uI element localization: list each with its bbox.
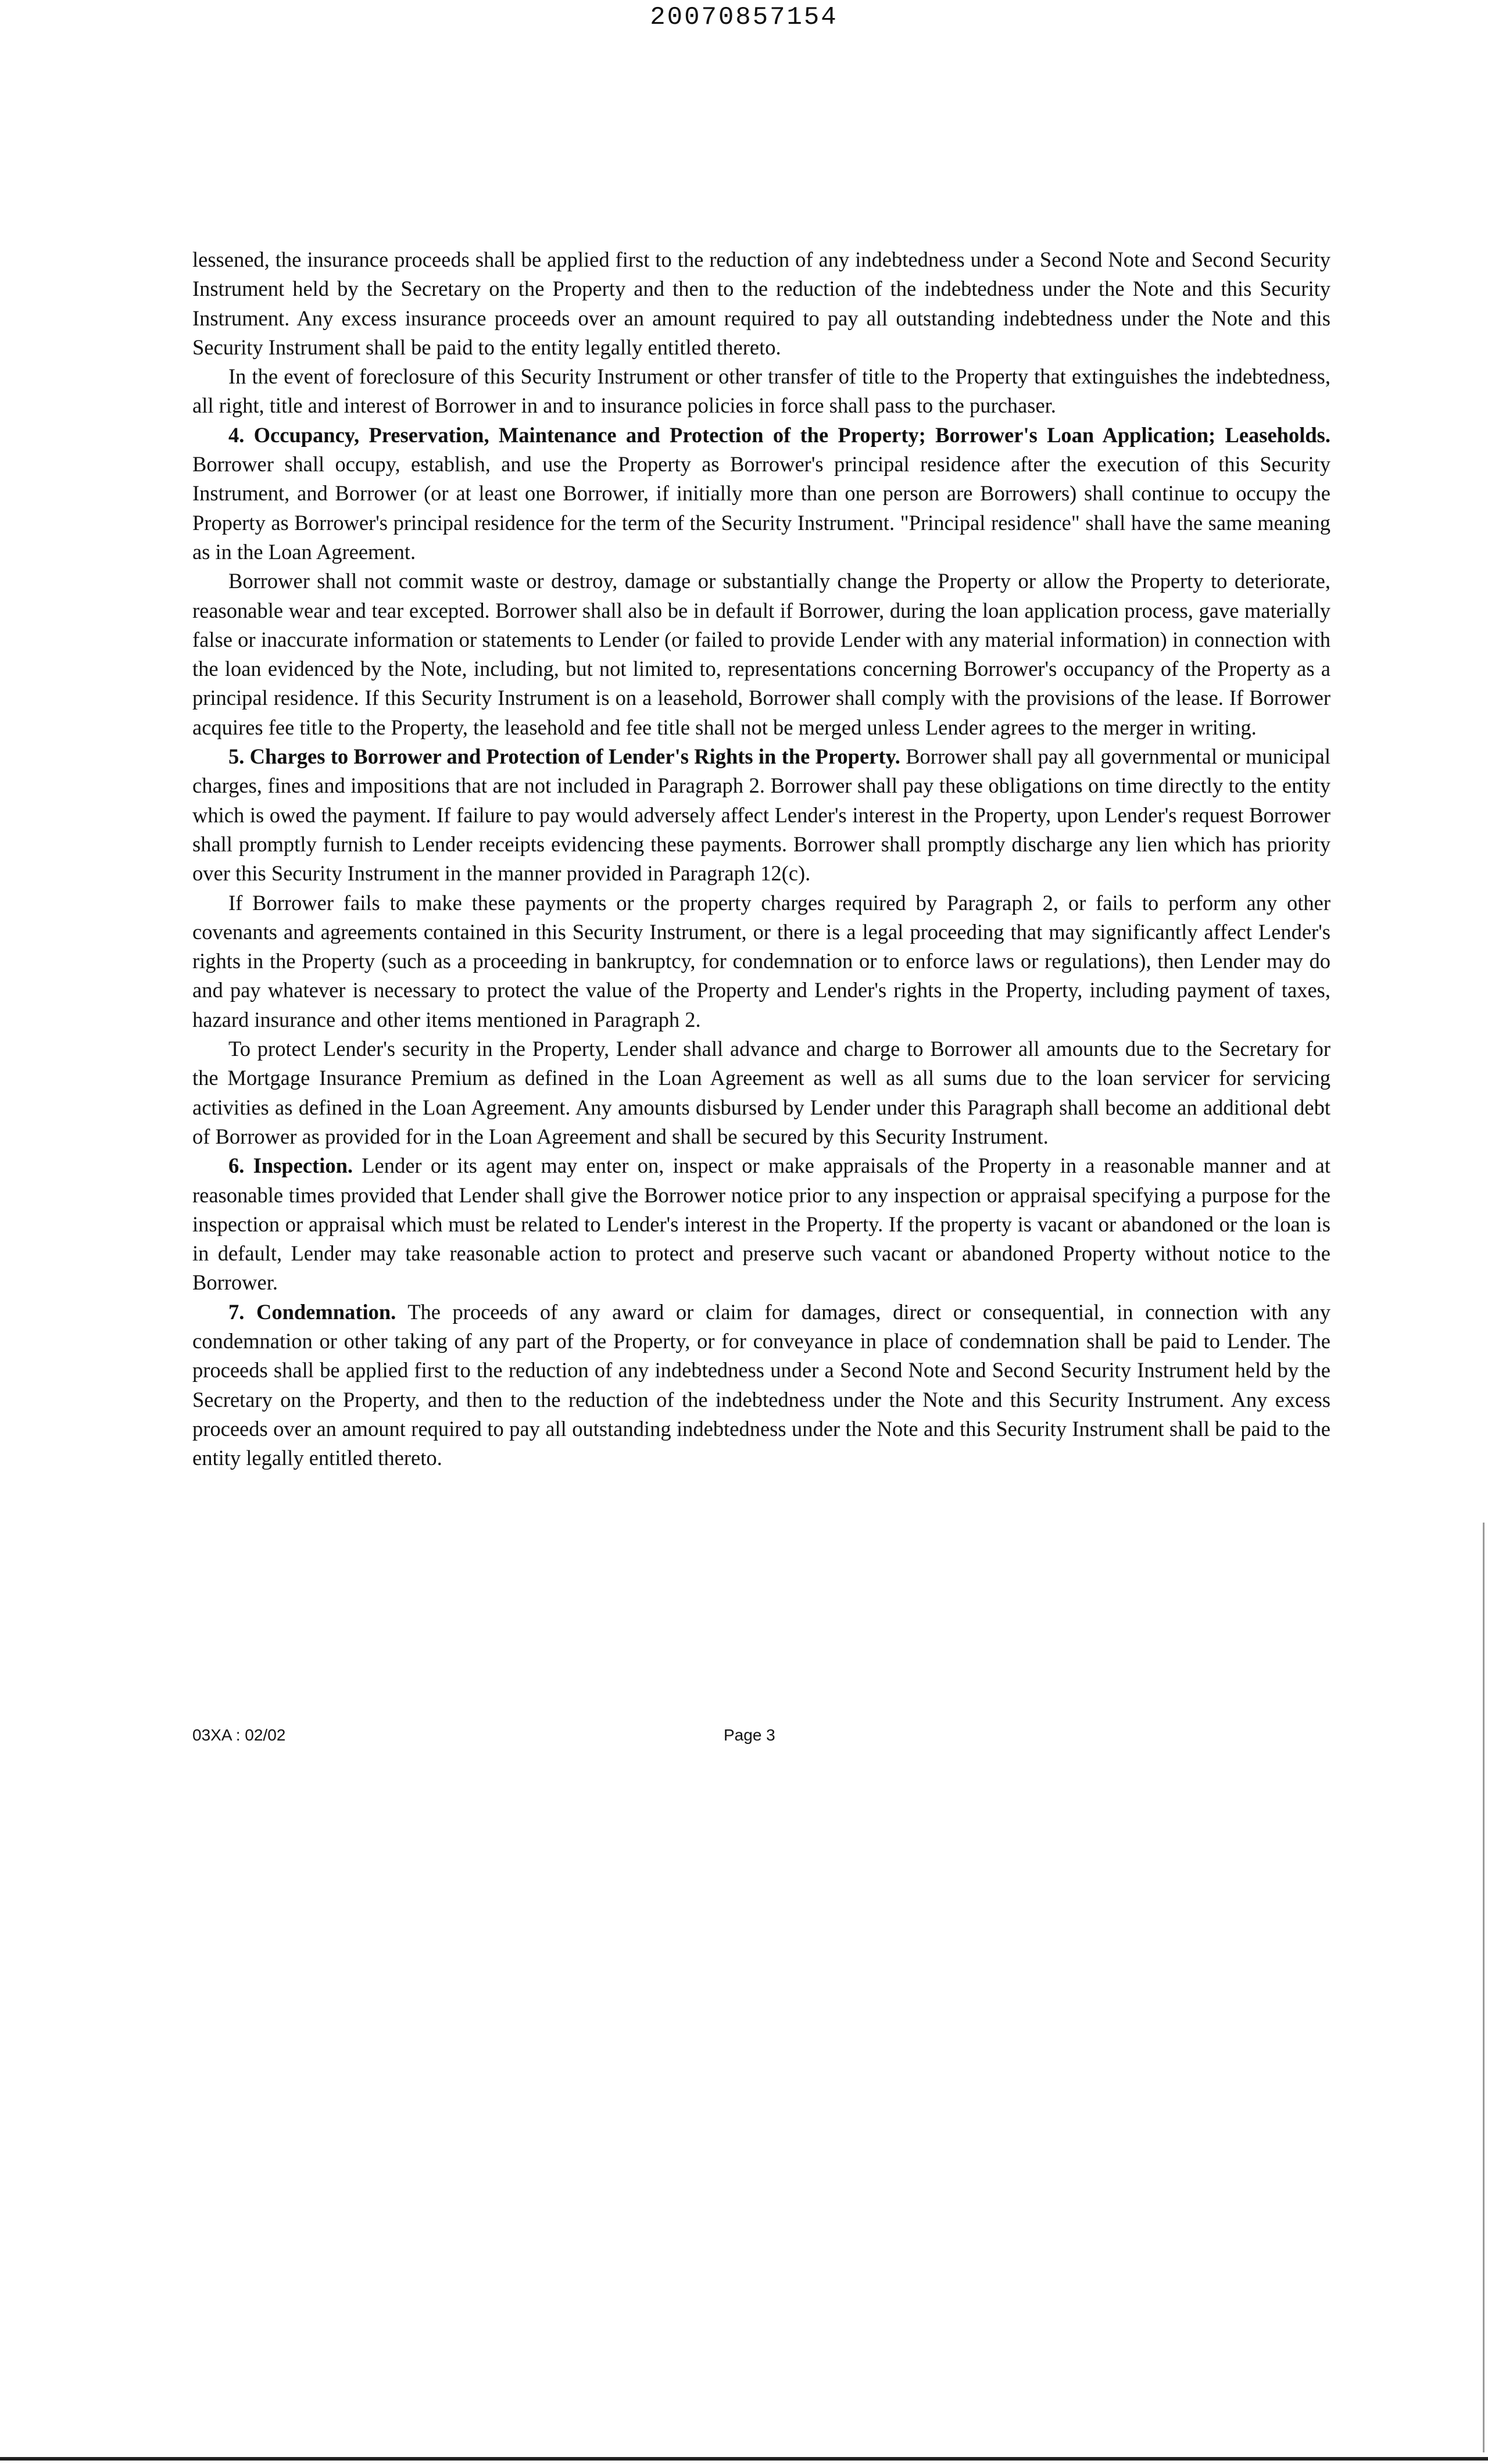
document-number: 20070857154 (650, 3, 838, 32)
section-6 (192, 1151, 1330, 1297)
page-footer (192, 1724, 1330, 1747)
paragraph-failure-to-pay: If Borrower fails to make these payments or the property charges required by Paragraph 2, or fails to perform any other covenants and agreements contained in this Security Instrument, or there is a legal proceeding that may significantly affect Lender's rights in the Property (such as a proceeding in bankruptcy, for condemnation or to enforce laws or regulations), then Lender may do and pay whatever is necessary to protect the value of the Property and Lender's rights in the Property, including payment of taxes, hazard insurance and other items mentioned in Paragraph 2. (192, 890, 1330, 1032)
section-5 (192, 742, 1330, 888)
scan-edge-mark (1483, 1523, 1485, 2452)
section-4 (192, 421, 1330, 567)
page-number: Page 3 (724, 1726, 775, 1744)
section-5-heading: 5. Charges to Borrower and Protection of Lender's Rights in the Property. (228, 744, 900, 769)
form-code: 03XA : 02/02 (192, 1726, 286, 1744)
section-7-text: The proceeds of any award or claim for damages, direct or consequential, in connection with any condemnation or other taking of any part of the Property, or for conveyance in place of condemnation shall be paid to Lender. The proceeds shall be applied first to the reduction of any indebtedness under a Second Note and Second Security Instrument held by the Secretary on the Property, and then to the reduction of the indebtedness under the Note and this Security Instrument. Any excess proceeds over an amount required to pay all outstanding indebtedness under the Note and this Security Instrument shall be paid to the entity legally entitled thereto. (192, 1299, 1330, 1470)
scan-bottom-edge (0, 2457, 1488, 2461)
paragraph-waste-default: Borrower shall not commit waste or destroy, damage or substantially change the Property or allow the Property to deteriorate, reasonable wear and tear excepted. Borrower shall also be in default if Borrower, during the loan application process, gave materially false or inaccurate information or statements to Lender (or failed to provide Lender with any material information) in connection with the loan evidenced by the Note, including, but not limited to, representations concerning Borrower's occupancy of the Property as a principal residence. If this Security Instrument is on a leasehold, Borrower shall comply with the provisions of the lease. If Borrower acquires fee title to the Property, the leasehold and fee title shall not be merged unless Lender agrees to the merger in writing. (192, 569, 1330, 739)
paragraph-protect-security: To protect Lender's security in the Property, Lender shall advance and charge to Borrower all amounts due to the Secretary for the Mortgage Insurance Premium as defined in the Loan Agreement as well as all sums due to the loan servicer for servicing activities as defined in the Loan Agreement. Any amounts disbursed by Lender under this Paragraph shall become an additional debt of Borrower as provided for in the Loan Agreement and shall be secured by this Security Instrument. (192, 1037, 1330, 1148)
section-6-heading: 6. Inspection. (228, 1154, 353, 1178)
section-4-heading: 4. Occupancy, Preservation, Maintenance and Protection of the Property; Borrower's Loan Application; Leaseholds. (228, 422, 1330, 447)
section-6-text: Lender or its agent may enter on, inspect or make appraisals of the Property in a reasonable manner and at reasonable times provided that Lender shall give the Borrower notice prior to any inspection or appraisal specifying a purpose for the inspection or appraisal which must be related to Lender's interest in the Property. If the property is vacant or abandoned or the loan is in default, Lender may take reasonable action to protect and preserve such vacant or abandoned Property without notice to the Borrower. (192, 1154, 1330, 1295)
section-7-heading: 7. Condemnation. (228, 1299, 396, 1324)
section-7 (192, 1298, 1330, 1473)
section-4-text: Borrower shall occupy, establish, and use the Property as Borrower's principal residence after the execution of this Security Instrument, and Borrower (or at least one Borrower, if initially more than one person are Borrowers) shall continue to occupy the Property as Borrower's principal residence for the term of the Security Instrument. "Principal residence" shall have the same meaning as in the Loan Agreement. (192, 452, 1330, 564)
paragraph-insurance-proceeds: lessened, the insurance proceeds shall be applied first to the reduction of any indebtedness under a Second Note and Second Security Instrument held by the Secretary on the Property and then to the reduction of the indebtedness under the Note and this Security Instrument. Any excess insurance proceeds over an amount required to pay all outstanding indebtedness under the Note and this Security Instrument shall be paid to the entity legally entitled thereto. (192, 248, 1330, 359)
section-5-text: Borrower shall pay all governmental or municipal charges, fines and impositions that are not included in Paragraph 2. Borrower shall pay these obligations on time directly to the entity which is owed the payment. If failure to pay would adversely affect Lender's interest in the Property, upon Lender's request Borrower shall promptly furnish to Lender receipts evidencing these payments. Borrower shall promptly discharge any lien which has priority over this Security Instrument in the manner provided in Paragraph 12(c). (192, 744, 1330, 886)
paragraph-foreclosure: In the event of foreclosure of this Security Instrument or other transfer of title to the Property that extinguishes the indebtedness, all right, title and interest of Borrower in and to insurance policies in force shall pass to the purchaser. (192, 364, 1330, 418)
document-body (192, 245, 1330, 1473)
